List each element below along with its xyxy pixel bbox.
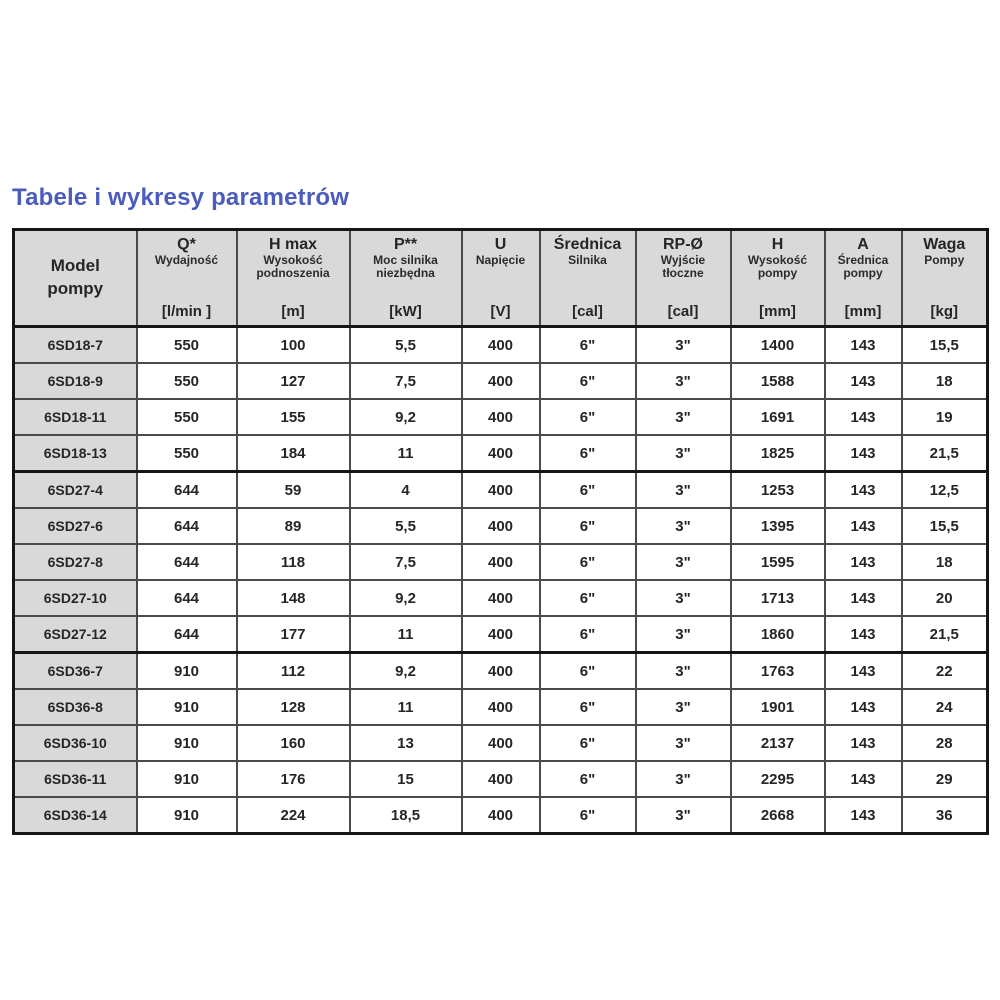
cell-value: 400 bbox=[462, 544, 540, 580]
cell-value: 1901 bbox=[731, 689, 825, 725]
cell-value: 910 bbox=[137, 761, 237, 797]
cell-value: 3" bbox=[636, 327, 731, 364]
cell-value: 1713 bbox=[731, 580, 825, 616]
cell-value: 176 bbox=[237, 761, 350, 797]
cell-value: 112 bbox=[237, 653, 350, 690]
cell-value: 550 bbox=[137, 327, 237, 364]
cell-value: 59 bbox=[237, 472, 350, 509]
header-symbol: P** bbox=[393, 236, 418, 253]
cell-value: 3" bbox=[636, 399, 731, 435]
cell-value: 3" bbox=[636, 580, 731, 616]
cell-value: 160 bbox=[237, 725, 350, 761]
cell-value: 184 bbox=[237, 435, 350, 472]
table-row bbox=[14, 327, 988, 364]
cell-value: 2295 bbox=[731, 761, 825, 797]
page-title: Tabele i wykresy parametrów bbox=[12, 184, 350, 211]
cell-value: 143 bbox=[825, 435, 902, 472]
cell-value: 644 bbox=[137, 616, 237, 653]
cell-value: 18 bbox=[902, 544, 988, 580]
cell-value: 143 bbox=[825, 761, 902, 797]
cell-value: 21,5 bbox=[902, 435, 988, 472]
cell-value: 21,5 bbox=[902, 616, 988, 653]
cell-value: 9,2 bbox=[350, 653, 462, 690]
cell-value: 6" bbox=[540, 327, 636, 364]
cell-value: 11 bbox=[350, 689, 462, 725]
cell-value: 12,5 bbox=[902, 472, 988, 509]
column-header-pump-height bbox=[731, 230, 825, 327]
cell-value: 127 bbox=[237, 363, 350, 399]
column-header-pump-diameter bbox=[825, 230, 902, 327]
cell-value: 143 bbox=[825, 363, 902, 399]
cell-value: 22 bbox=[902, 653, 988, 690]
table-row bbox=[14, 399, 988, 435]
cell-value: 3" bbox=[636, 725, 731, 761]
cell-value: 1588 bbox=[731, 363, 825, 399]
cell-value: 3" bbox=[636, 653, 731, 690]
table-row bbox=[14, 508, 988, 544]
cell-model: 6SD27-4 bbox=[14, 472, 137, 509]
cell-value: 644 bbox=[137, 544, 237, 580]
cell-value: 910 bbox=[137, 797, 237, 834]
table-row bbox=[14, 472, 988, 509]
cell-value: 6" bbox=[540, 363, 636, 399]
header-unit: [kW] bbox=[389, 302, 422, 320]
cell-value: 6" bbox=[540, 580, 636, 616]
header-unit: [cal] bbox=[572, 302, 603, 320]
cell-model: 6SD36-8 bbox=[14, 689, 137, 725]
cell-model: 6SD36-11 bbox=[14, 761, 137, 797]
column-header-rp bbox=[636, 230, 731, 327]
cell-value: 6" bbox=[540, 761, 636, 797]
cell-value: 400 bbox=[462, 725, 540, 761]
cell-value: 28 bbox=[902, 725, 988, 761]
cell-model: 6SD27-12 bbox=[14, 616, 137, 653]
cell-model: 6SD18-11 bbox=[14, 399, 137, 435]
table-row bbox=[14, 797, 988, 834]
header-symbol: A bbox=[857, 236, 869, 253]
table-body bbox=[14, 327, 988, 834]
cell-model: 6SD36-7 bbox=[14, 653, 137, 690]
cell-value: 400 bbox=[462, 761, 540, 797]
cell-value: 6" bbox=[540, 435, 636, 472]
cell-value: 644 bbox=[137, 508, 237, 544]
cell-value: 2668 bbox=[731, 797, 825, 834]
column-header-weight bbox=[902, 230, 988, 327]
cell-value: 3" bbox=[636, 797, 731, 834]
table-row bbox=[14, 363, 988, 399]
cell-value: 143 bbox=[825, 689, 902, 725]
header-symbol: H bbox=[771, 236, 784, 253]
header-symbol: Waga bbox=[923, 236, 966, 253]
cell-value: 18 bbox=[902, 363, 988, 399]
cell-value: 143 bbox=[825, 797, 902, 834]
cell-value: 644 bbox=[137, 472, 237, 509]
cell-value: 550 bbox=[137, 363, 237, 399]
cell-value: 1860 bbox=[731, 616, 825, 653]
cell-value: 1253 bbox=[731, 472, 825, 509]
cell-value: 400 bbox=[462, 399, 540, 435]
cell-value: 4 bbox=[350, 472, 462, 509]
header-symbol: RP-Ø bbox=[663, 236, 703, 253]
cell-value: 3" bbox=[636, 616, 731, 653]
header-unit: [l/min ] bbox=[161, 302, 212, 320]
cell-value: 3" bbox=[636, 761, 731, 797]
cell-value: 1825 bbox=[731, 435, 825, 472]
cell-model: 6SD18-13 bbox=[14, 435, 137, 472]
cell-value: 24 bbox=[902, 689, 988, 725]
cell-value: 400 bbox=[462, 689, 540, 725]
cell-value: 19 bbox=[902, 399, 988, 435]
cell-value: 6" bbox=[540, 472, 636, 509]
cell-value: 143 bbox=[825, 616, 902, 653]
header-description: Wysokość podnoszenia bbox=[256, 252, 330, 281]
cell-value: 143 bbox=[825, 327, 902, 364]
cell-model: 6SD27-10 bbox=[14, 580, 137, 616]
table-row bbox=[14, 435, 988, 472]
header-unit: [mm] bbox=[844, 302, 882, 320]
column-header-p bbox=[350, 230, 462, 327]
cell-value: 9,2 bbox=[350, 580, 462, 616]
cell-value: 400 bbox=[462, 653, 540, 690]
header-model-line1: Model bbox=[50, 256, 100, 276]
header-unit: [kg] bbox=[930, 302, 958, 320]
cell-value: 3" bbox=[636, 544, 731, 580]
cell-model: 6SD36-14 bbox=[14, 797, 137, 834]
cell-value: 143 bbox=[825, 508, 902, 544]
cell-value: 1691 bbox=[731, 399, 825, 435]
cell-value: 1400 bbox=[731, 327, 825, 364]
header-description: Silnika bbox=[568, 252, 607, 267]
cell-value: 15 bbox=[350, 761, 462, 797]
table-row bbox=[14, 616, 988, 653]
cell-value: 224 bbox=[237, 797, 350, 834]
cell-value: 6" bbox=[540, 653, 636, 690]
column-header-q bbox=[137, 230, 237, 327]
cell-value: 118 bbox=[237, 544, 350, 580]
header-model-line2: pompy bbox=[47, 279, 104, 298]
cell-value: 550 bbox=[137, 399, 237, 435]
cell-value: 148 bbox=[237, 580, 350, 616]
cell-model: 6SD27-8 bbox=[14, 544, 137, 580]
cell-value: 6" bbox=[540, 797, 636, 834]
cell-value: 6" bbox=[540, 616, 636, 653]
cell-value: 910 bbox=[137, 653, 237, 690]
cell-value: 18,5 bbox=[350, 797, 462, 834]
cell-value: 9,2 bbox=[350, 399, 462, 435]
header-description: Wysokość pompy bbox=[747, 252, 808, 281]
column-header-u bbox=[462, 230, 540, 327]
header-unit: [V] bbox=[490, 302, 511, 320]
cell-value: 89 bbox=[237, 508, 350, 544]
cell-value: 3" bbox=[636, 508, 731, 544]
cell-value: 11 bbox=[350, 616, 462, 653]
header-symbol: Q* bbox=[177, 236, 196, 253]
cell-value: 3" bbox=[636, 689, 731, 725]
cell-model: 6SD18-9 bbox=[14, 363, 137, 399]
cell-value: 400 bbox=[462, 363, 540, 399]
cell-value: 6" bbox=[540, 399, 636, 435]
table-row bbox=[14, 544, 988, 580]
cell-value: 36 bbox=[902, 797, 988, 834]
header-unit: [cal] bbox=[667, 302, 699, 320]
cell-value: 155 bbox=[237, 399, 350, 435]
pump-parameters-table bbox=[12, 228, 989, 835]
cell-value: 13 bbox=[350, 725, 462, 761]
cell-value: 11 bbox=[350, 435, 462, 472]
column-header-motor-diameter bbox=[540, 230, 636, 327]
cell-value: 910 bbox=[137, 725, 237, 761]
cell-model: 6SD27-6 bbox=[14, 508, 137, 544]
table-row bbox=[14, 689, 988, 725]
cell-value: 400 bbox=[462, 472, 540, 509]
cell-value: 1395 bbox=[731, 508, 825, 544]
header-row bbox=[14, 230, 988, 327]
cell-value: 400 bbox=[462, 327, 540, 364]
cell-value: 177 bbox=[237, 616, 350, 653]
cell-value: 100 bbox=[237, 327, 350, 364]
cell-value: 400 bbox=[462, 508, 540, 544]
cell-value: 2137 bbox=[731, 725, 825, 761]
cell-value: 143 bbox=[825, 544, 902, 580]
header-description: Moc silnika niezbędna bbox=[373, 252, 438, 281]
cell-value: 1595 bbox=[731, 544, 825, 580]
cell-value: 6" bbox=[540, 689, 636, 725]
cell-value: 143 bbox=[825, 399, 902, 435]
header-description: Pompy bbox=[924, 252, 965, 267]
header-description: Średnica pompy bbox=[837, 252, 889, 281]
header-symbol: U bbox=[494, 236, 507, 253]
table-row bbox=[14, 725, 988, 761]
cell-value: 910 bbox=[137, 689, 237, 725]
cell-value: 6" bbox=[540, 544, 636, 580]
cell-value: 29 bbox=[902, 761, 988, 797]
cell-value: 20 bbox=[902, 580, 988, 616]
cell-value: 143 bbox=[825, 653, 902, 690]
header-symbol: Średnica bbox=[553, 236, 622, 253]
cell-value: 1763 bbox=[731, 653, 825, 690]
cell-value: 5,5 bbox=[350, 508, 462, 544]
cell-value: 3" bbox=[636, 435, 731, 472]
column-header-hmax bbox=[237, 230, 350, 327]
cell-value: 6" bbox=[540, 725, 636, 761]
cell-value: 5,5 bbox=[350, 327, 462, 364]
header-symbol: H max bbox=[268, 236, 318, 253]
header-description: Wydajność bbox=[154, 252, 219, 267]
cell-model: 6SD36-10 bbox=[14, 725, 137, 761]
cell-value: 400 bbox=[462, 616, 540, 653]
header-unit: [m] bbox=[281, 302, 305, 320]
cell-value: 644 bbox=[137, 580, 237, 616]
column-header-model bbox=[14, 230, 137, 327]
cell-value: 7,5 bbox=[350, 363, 462, 399]
cell-value: 143 bbox=[825, 580, 902, 616]
header-description: Napięcie bbox=[475, 252, 526, 267]
cell-value: 143 bbox=[825, 472, 902, 509]
cell-value: 550 bbox=[137, 435, 237, 472]
cell-value: 400 bbox=[462, 435, 540, 472]
cell-value: 3" bbox=[636, 472, 731, 509]
cell-value: 6" bbox=[540, 508, 636, 544]
cell-model: 6SD18-7 bbox=[14, 327, 137, 364]
header-description: Wyjście tłoczne bbox=[660, 252, 706, 281]
header-unit: [mm] bbox=[759, 302, 796, 320]
cell-value: 400 bbox=[462, 797, 540, 834]
cell-value: 128 bbox=[237, 689, 350, 725]
cell-value: 7,5 bbox=[350, 544, 462, 580]
cell-value: 400 bbox=[462, 580, 540, 616]
table-row bbox=[14, 580, 988, 616]
cell-value: 15,5 bbox=[902, 327, 988, 364]
table-row bbox=[14, 653, 988, 690]
table-header bbox=[14, 230, 988, 327]
cell-value: 143 bbox=[825, 725, 902, 761]
table-row bbox=[14, 761, 988, 797]
cell-value: 15,5 bbox=[902, 508, 988, 544]
cell-value: 3" bbox=[636, 363, 731, 399]
